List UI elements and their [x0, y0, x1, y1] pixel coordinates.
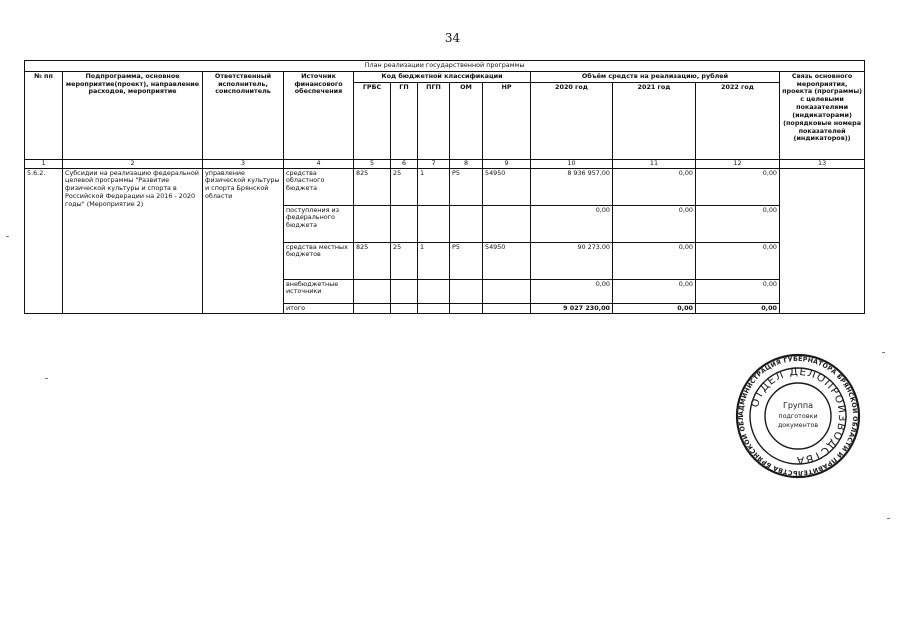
grbs-cell: 825	[354, 168, 391, 205]
header-2022: 2022 год	[696, 82, 780, 159]
amount-2020-cell: 0,00	[531, 279, 613, 303]
total-2021-cell: 0,00	[613, 303, 696, 314]
np-cell: 54950	[483, 242, 531, 279]
table-row	[25, 168, 865, 205]
amount-2021-cell: 0,00	[613, 205, 696, 242]
grbs-cell	[354, 303, 391, 314]
amount-2022-cell: 0,00	[696, 279, 780, 303]
np-cell	[483, 279, 531, 303]
column-number: 5	[354, 159, 391, 168]
np-cell: 54950	[483, 168, 531, 205]
column-number: 10	[531, 159, 613, 168]
indicator-link-cell	[780, 168, 865, 314]
om-cell	[450, 205, 483, 242]
np-cell	[483, 303, 531, 314]
scan-speck	[6, 236, 9, 237]
header-grbs: ГРБС	[354, 82, 391, 159]
page-number: 34	[444, 31, 461, 45]
header-pgp: ПГП	[418, 82, 450, 159]
om-cell: P5	[450, 242, 483, 279]
header-budget-code: Код бюджетной классификации	[354, 71, 531, 82]
column-number: 7	[418, 159, 450, 168]
source-cell: внебюджетные источники	[284, 279, 354, 303]
column-number: 13	[780, 159, 865, 168]
svg-text:документов: документов	[777, 421, 819, 429]
amount-2022-cell: 0,00	[696, 242, 780, 279]
amount-2021-cell: 0,00	[613, 279, 696, 303]
pgp-cell: 1	[418, 242, 450, 279]
header-subprogram: Подпрограмма, основное мероприятие(проект), направление расходов, мероприятие	[63, 71, 203, 159]
program-plan-table	[24, 60, 865, 314]
scan-speck	[887, 518, 890, 519]
pgp-cell	[418, 303, 450, 314]
column-number: 6	[391, 159, 418, 168]
grbs-cell	[354, 279, 391, 303]
pgp-cell	[418, 205, 450, 242]
svg-text:АДМИНИСТРАЦИЯ ГУБЕРНАТОРА БРЯН: АДМИНИСТРАЦИЯ ГУБЕРНАТОРА БРЯНСКОЙ ОБЛАСТИ И ПРАВИТЕЛЬСТВА БРЯНСКОЙ ОБЛ	[737, 355, 859, 477]
scan-speck	[882, 352, 885, 353]
column-number: 3	[203, 159, 284, 168]
header-executor: Ответственный исполнитель, соисполнитель	[203, 71, 284, 159]
svg-text:ОТДЕЛ ДЕЛОПРОИЗВОДСТВА: ОТДЕЛ ДЕЛОПРОИЗВОДСТВА	[748, 365, 849, 467]
svg-text:подготовки: подготовки	[778, 412, 818, 420]
svg-text:Группа: Группа	[782, 401, 814, 410]
gp-cell: 25	[391, 242, 418, 279]
om-cell: P5	[450, 168, 483, 205]
column-number: 12	[696, 159, 780, 168]
gp-cell: 25	[391, 168, 418, 205]
official-stamp	[734, 352, 862, 480]
amount-2021-cell: 0,00	[613, 168, 696, 205]
total-2022-cell: 0,00	[696, 303, 780, 314]
grbs-cell: 825	[354, 242, 391, 279]
column-number: 4	[284, 159, 354, 168]
header-gp: ГП	[391, 82, 418, 159]
np-cell	[483, 205, 531, 242]
entry-name: Субсидии на реализацию федеральной целевой программы "Развитие физической культуры и спорта в Российской Федерации на 2016 - 2020 годы" (Мероприятие 2)	[63, 168, 203, 314]
pgp-cell	[418, 279, 450, 303]
pgp-cell: 1	[418, 168, 450, 205]
amount-2021-cell: 0,00	[613, 242, 696, 279]
header-funds: Объём средств на реализацию, рублей	[531, 71, 780, 82]
amount-2022-cell: 0,00	[696, 205, 780, 242]
column-number: 11	[613, 159, 696, 168]
source-cell: поступления из федерального бюджета	[284, 205, 354, 242]
header-pp: № пп	[25, 71, 63, 159]
amount-2020-cell: 90 273,00	[531, 242, 613, 279]
stamp-seal-graphic	[734, 352, 862, 480]
source-cell: итого	[284, 303, 354, 314]
column-numbers-row	[25, 159, 865, 168]
amount-2020-cell: 0,00	[531, 205, 613, 242]
column-number: 8	[450, 159, 483, 168]
table-caption: План реализации государственной программы	[25, 61, 865, 72]
gp-cell	[391, 303, 418, 314]
om-cell	[450, 303, 483, 314]
column-number: 1	[25, 159, 63, 168]
header-om: ОМ	[450, 82, 483, 159]
entry-number: 5.6.2.	[25, 168, 63, 314]
header-2020: 2020 год	[531, 82, 613, 159]
gp-cell	[391, 279, 418, 303]
header-link: Связь основного мероприятия, проекта (программы) с целевыми показателями (индикаторами) (порядковые номера показателей (индикаторов))	[780, 71, 865, 159]
gp-cell	[391, 205, 418, 242]
column-number: 9	[483, 159, 531, 168]
total-2020-cell: 9 027 230,00	[531, 303, 613, 314]
source-cell: средства областного бюджета	[284, 168, 354, 205]
header-np: НР	[483, 82, 531, 159]
amount-2020-cell: 8 936 957,00	[531, 168, 613, 205]
grbs-cell	[354, 205, 391, 242]
source-cell: средства местных бюджетов	[284, 242, 354, 279]
scan-speck	[45, 378, 48, 379]
column-number: 2	[63, 159, 203, 168]
header-2021: 2021 год	[613, 82, 696, 159]
entry-executor: управление физической культуры и спорта Брянской области	[203, 168, 284, 314]
om-cell	[450, 279, 483, 303]
header-source: Источник финансового обеспечения	[284, 71, 354, 159]
amount-2022-cell: 0,00	[696, 168, 780, 205]
